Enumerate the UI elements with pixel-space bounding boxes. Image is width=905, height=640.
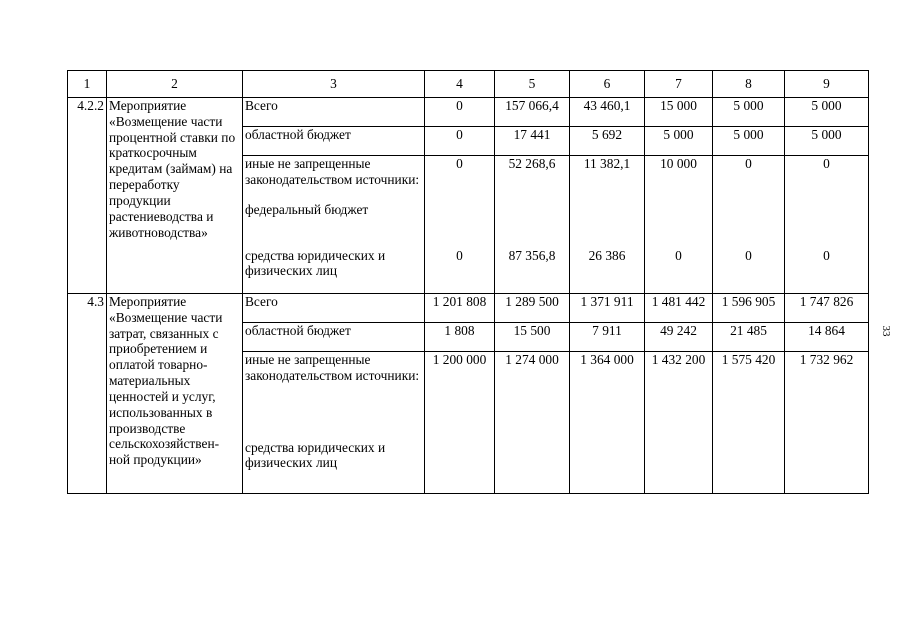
value-cell: 49 242 bbox=[645, 323, 713, 352]
row-code: 4.2.2 bbox=[68, 98, 107, 294]
header-cell: 9 bbox=[785, 71, 869, 98]
value-cell: 7 911 bbox=[570, 323, 645, 352]
value-cell: 26 386 bbox=[570, 248, 645, 294]
value-cell: 1 732 962 bbox=[785, 352, 869, 494]
value-cell: 5 692 bbox=[570, 127, 645, 156]
value-cell: 0 bbox=[713, 156, 785, 248]
value-cell: 1 274 000 bbox=[495, 352, 570, 494]
source-sub-label: федеральный бюджет bbox=[245, 201, 369, 217]
value-cell: 0 bbox=[785, 248, 869, 294]
source-label: Всего bbox=[243, 294, 425, 323]
value-cell: 1 432 200 bbox=[645, 352, 713, 494]
header-cell: 6 bbox=[570, 71, 645, 98]
table-row bbox=[68, 294, 869, 323]
value-cell: 157 066,4 bbox=[495, 98, 570, 127]
value-cell: 5 000 bbox=[785, 127, 869, 156]
value-cell: 0 bbox=[785, 156, 869, 248]
value-cell: 5 000 bbox=[785, 98, 869, 127]
value-cell: 1 747 826 bbox=[785, 294, 869, 323]
value-cell: 0 bbox=[425, 127, 495, 156]
value-cell: 43 460,1 bbox=[570, 98, 645, 127]
value-cell: 15 000 bbox=[645, 98, 713, 127]
header-cell: 2 bbox=[107, 71, 243, 98]
header-row bbox=[68, 71, 869, 98]
value-cell: 0 bbox=[645, 248, 713, 294]
page-number: 33 bbox=[880, 325, 892, 337]
header-cell: 1 bbox=[68, 71, 107, 98]
source-label: средства юридических и физических лиц bbox=[243, 248, 425, 294]
value-cell: 5 000 bbox=[713, 127, 785, 156]
header-cell: 4 bbox=[425, 71, 495, 98]
source-label: иные не запрещенные законодательством источники: bbox=[245, 156, 420, 187]
source-group-cell bbox=[243, 352, 425, 494]
value-cell: 5 000 bbox=[713, 98, 785, 127]
value-cell: 21 485 bbox=[713, 323, 785, 352]
source-group-cell bbox=[243, 156, 425, 248]
value-cell: 52 268,6 bbox=[495, 156, 570, 248]
row-code: 4.3 bbox=[68, 294, 107, 494]
value-cell: 1 596 905 bbox=[713, 294, 785, 323]
value-cell: 0 bbox=[425, 248, 495, 294]
row-title: Мероприятие «Возмещение части затрат, связанных с приобретением и оплатой товарно-материальных ценностей и услуг, использованных в производстве сельскохозяйствен-ной продукции» bbox=[107, 294, 243, 494]
value-cell: 1 371 911 bbox=[570, 294, 645, 323]
header-cell: 7 bbox=[645, 71, 713, 98]
value-cell: 1 201 808 bbox=[425, 294, 495, 323]
source-sub-label: средства юридических и физических лиц bbox=[245, 439, 386, 471]
source-label: областной бюджет bbox=[243, 323, 425, 352]
source-label: иные не запрещенные законодательством источники: bbox=[245, 352, 420, 383]
table-row bbox=[68, 98, 869, 127]
value-cell: 1 481 442 bbox=[645, 294, 713, 323]
header-cell: 8 bbox=[713, 71, 785, 98]
value-cell: 1 575 420 bbox=[713, 352, 785, 494]
value-cell: 10 000 bbox=[645, 156, 713, 248]
value-cell: 0 bbox=[713, 248, 785, 294]
value-cell: 0 bbox=[425, 156, 495, 248]
header-cell: 5 bbox=[495, 71, 570, 98]
value-cell: 1 808 bbox=[425, 323, 495, 352]
budget-table bbox=[67, 70, 869, 494]
value-cell: 14 864 bbox=[785, 323, 869, 352]
value-cell: 17 441 bbox=[495, 127, 570, 156]
value-cell: 1 289 500 bbox=[495, 294, 570, 323]
value-cell: 1 200 000 bbox=[425, 352, 495, 494]
value-cell: 5 000 bbox=[645, 127, 713, 156]
value-cell: 0 bbox=[425, 98, 495, 127]
value-cell: 15 500 bbox=[495, 323, 570, 352]
value-cell: 87 356,8 bbox=[495, 248, 570, 294]
source-label: областной бюджет bbox=[243, 127, 425, 156]
row-title: Мероприятие «Возмещение части процентной ставки по краткосрочным кредитам (займам) на переработку продукции растениеводства и животноводства» bbox=[107, 98, 243, 294]
value-cell: 11 382,1 bbox=[570, 156, 645, 248]
source-label: Всего bbox=[243, 98, 425, 127]
header-cell: 3 bbox=[243, 71, 425, 98]
value-cell: 1 364 000 bbox=[570, 352, 645, 494]
